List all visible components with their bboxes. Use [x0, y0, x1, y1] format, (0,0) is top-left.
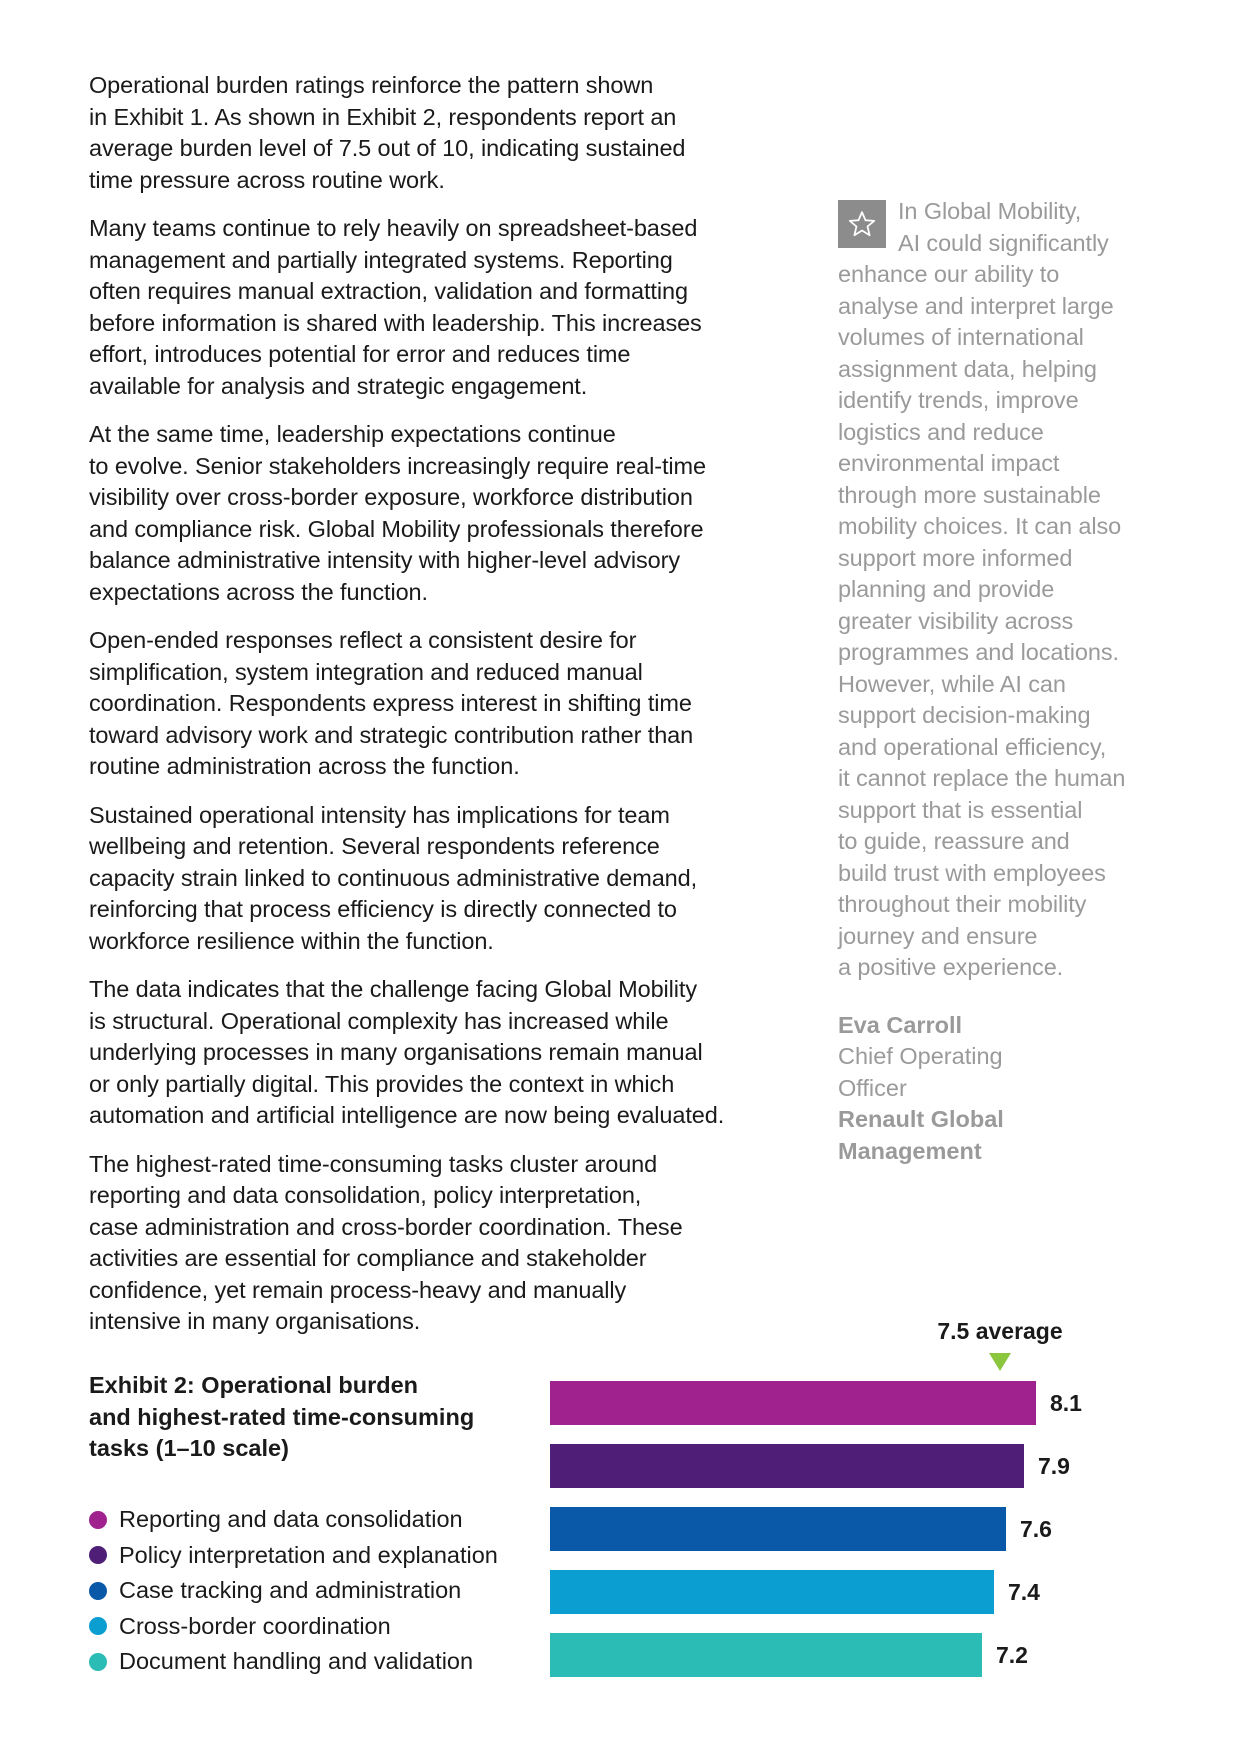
body-paragraph: Operational burden ratings reinforce the pattern shown in Exhibit 1. As shown in Exhibit 2, respondents report an average burden level of 7.5 out of 10, indicating sustained time pressure across routine work.	[89, 72, 686, 193]
average-marker	[989, 1353, 1011, 1371]
legend-swatch	[89, 1653, 107, 1671]
legend-label: Case tracking and administration	[119, 1577, 462, 1604]
legend-item	[89, 1609, 549, 1645]
body-paragraph: The highest-rated time-consuming tasks cluster around reporting and data consolidation, policy interpretation, case administration and cross-border coordination. These activities are essential for compliance and stakeholder confidence, yet remain process-heavy and manually intensive in many organisations.	[89, 1150, 683, 1334]
bar-value-label: 8.1	[1050, 1390, 1082, 1416]
quote-text: In Global Mobility, AI could significantly enhance our ability to analyse and interpret large volumes of international assignment data, helping identify trends, improve logistics and reduce environmental impact through more sustainable mobility choices. It can also support more informed planning and provide greater visibility across programmes and locations. However, while AI can support decision-making and operational efficiency, it cannot replace the human support that is essential to guide, reassure and build trust with employees throughout their mobility journey and ensure a positive experience.	[838, 198, 1126, 980]
legend-swatch	[89, 1582, 107, 1600]
legend-label: Document handling and validation	[119, 1648, 474, 1675]
bar-chart	[550, 1300, 1170, 1680]
legend-item	[89, 1573, 549, 1609]
body-text-column	[89, 70, 779, 1355]
chart-bar	[550, 1507, 1006, 1551]
body-paragraph: Open-ended responses reflect a consistent desire for simplification, system integration and reduced manual coordination. Respondents express interest in shifting time toward advisory work and strategic contribution rather than routine administration across the function.	[89, 627, 694, 779]
star-icon	[838, 200, 886, 248]
bar-value-label: 7.2	[996, 1642, 1028, 1668]
legend-swatch	[89, 1511, 107, 1529]
body-paragraph: At the same time, leadership expectations continue to evolve. Senior stakeholders increasingly require real-time visibility over cross-border exposure, workforce distribution and compliance risk. Global Mobility professionals therefore balance administrative intensity with higher-level advisory expectations across the function.	[89, 421, 706, 605]
legend-item	[89, 1502, 549, 1538]
legend-swatch	[89, 1546, 107, 1564]
body-paragraph: Sustained operational intensity has implications for team wellbeing and retention. Several respondents reference capacity strain linked to continuous administrative demand, reinforcing that process efficiency is directly connected to workforce resilience within the function.	[89, 801, 698, 954]
bar-value-label: 7.9	[1038, 1453, 1070, 1479]
legend-swatch	[89, 1617, 107, 1635]
quote-author-organisation: Renault Global Management	[838, 1106, 1004, 1164]
chart-bar	[550, 1633, 982, 1677]
quote-author-role: Chief Operating Officer	[838, 1043, 1003, 1101]
exhibit-title: Exhibit 2: Operational burden and highest-rated time-consuming tasks (1–10 scale)	[89, 1372, 475, 1461]
bar-value-label: 7.4	[1008, 1579, 1040, 1605]
legend-item	[89, 1538, 549, 1574]
body-paragraph: The data indicates that the challenge facing Global Mobility is structural. Operational complexity has increased while underlying processes in many organisations remain manual or only partially digital. This provides the context in which automation and artificial intelligence are now being evaluated.	[89, 976, 725, 1128]
average-label: 7.5 average	[937, 1318, 1063, 1344]
chart-bar	[550, 1444, 1024, 1488]
bar-value-label: 7.6	[1020, 1516, 1052, 1542]
pull-quote	[838, 196, 1168, 1167]
legend-label: Policy interpretation and explanation	[119, 1541, 498, 1568]
body-paragraph: Many teams continue to rely heavily on spreadsheet-based management and partially integrated systems. Reporting often requires manual extraction, validation and formatting before information is shared with leadership. This increases effort, introduces potential for error and reduces time available for analysis and strategic engagement.	[89, 215, 702, 399]
quote-attribution	[838, 1010, 1168, 1168]
chart-bar	[550, 1570, 994, 1614]
legend-item	[89, 1644, 549, 1680]
quote-author-name: Eva Carroll	[838, 1011, 963, 1038]
chart-bar	[550, 1381, 1036, 1425]
legend-label: Cross-border coordination	[119, 1612, 391, 1639]
chart-legend	[89, 1502, 549, 1680]
legend-label: Reporting and data consolidation	[119, 1506, 463, 1533]
